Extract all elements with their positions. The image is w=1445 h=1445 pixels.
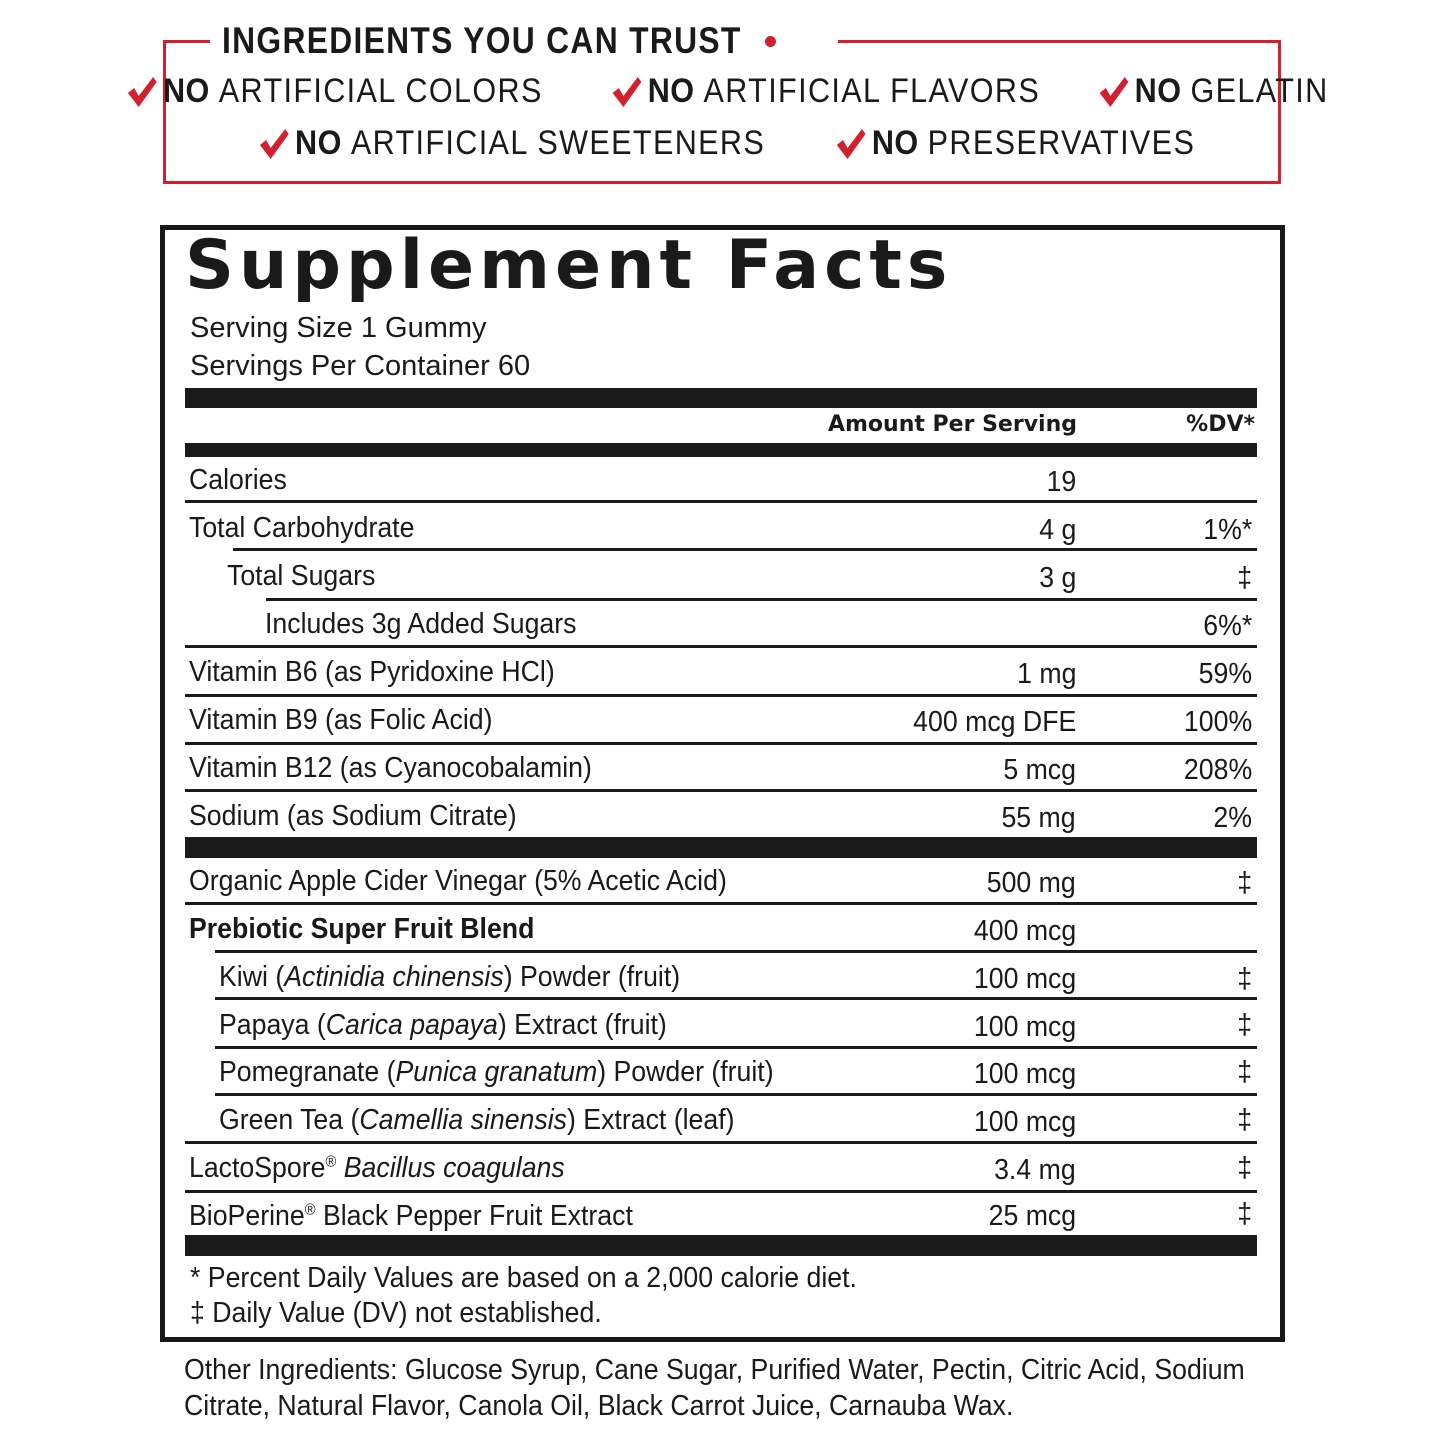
- row-label: [189, 1148, 565, 1188]
- row-divider: [266, 598, 1257, 601]
- row-divider: [185, 1190, 1257, 1193]
- label-text: LactoSpore: [189, 1152, 326, 1184]
- row-divider: [215, 950, 1257, 953]
- row-divider: [185, 645, 1257, 648]
- thick-divider: [185, 388, 1257, 408]
- row-amount: 500 mg: [987, 867, 1076, 899]
- row-label: Prebiotic Super Fruit Blend: [189, 913, 535, 945]
- row-amount: 100 mcg: [973, 1106, 1076, 1138]
- trust-dot-icon: [765, 36, 776, 47]
- row-amount: 3.4 mg: [994, 1154, 1076, 1186]
- claim-item: [257, 124, 765, 163]
- check-icon: [257, 126, 289, 162]
- claim-strong: NO: [1134, 72, 1182, 110]
- claim-item: [126, 72, 544, 111]
- label-botanical: Carica papaya: [325, 1009, 498, 1041]
- facts-title: Supplement Facts: [185, 226, 953, 305]
- trust-title: INGREDIENTS YOU CAN TRUST: [222, 20, 742, 61]
- row-amount: 4 g: [1038, 514, 1076, 546]
- check-icon: [1097, 74, 1129, 110]
- label-botanical: Actinidia chinensis: [284, 961, 504, 993]
- trust-title-wrap: [210, 18, 838, 64]
- thick-divider: [185, 443, 1257, 457]
- row-dv: ‡: [1237, 963, 1252, 995]
- row-amount: 400 mcg: [973, 915, 1076, 947]
- row-divider: [215, 1046, 1257, 1049]
- row-label: Includes 3g Added Sugars: [265, 608, 577, 640]
- claims-row-1: [163, 72, 1329, 111]
- claim-strong: NO: [871, 124, 919, 162]
- claim-strong: NO: [295, 124, 343, 162]
- row-label: Total Sugars: [227, 560, 376, 592]
- row-divider: [215, 1093, 1257, 1096]
- claim-text: ARTIFICIAL FLAVORS: [703, 72, 1041, 110]
- row-dv: 59%: [1198, 658, 1252, 690]
- row-label: Vitamin B6 (as Pyridoxine HCl): [189, 656, 555, 688]
- claim-item: [834, 124, 1195, 163]
- label-text: ) Powder (fruit): [503, 961, 681, 993]
- thick-divider: [185, 1235, 1257, 1256]
- row-label: [219, 1100, 735, 1140]
- row-dv: ‡: [1237, 1152, 1252, 1184]
- row-amount: 3 g: [1038, 562, 1076, 594]
- row-label: Vitamin B12 (as Cyanocobalamin): [189, 752, 592, 784]
- label-botanical: Camellia sinensis: [359, 1104, 568, 1136]
- row-amount: 100 mcg: [973, 1058, 1076, 1090]
- row-label: [219, 957, 680, 997]
- row-label: Calories: [189, 464, 287, 496]
- label-text: ) Extract (fruit): [497, 1009, 667, 1041]
- row-dv: 2%: [1213, 802, 1252, 834]
- claim-item: [610, 72, 1040, 111]
- row-amount: 19: [1046, 466, 1076, 498]
- claim-text: PRESERVATIVES: [927, 124, 1195, 162]
- check-icon: [834, 126, 866, 162]
- row-amount: 25 mcg: [988, 1200, 1076, 1232]
- row-divider: [185, 789, 1257, 792]
- claim-text: ARTIFICIAL SWEETENERS: [351, 124, 766, 162]
- registered-mark: ®: [325, 1153, 337, 1171]
- footnote-dv: * Percent Daily Values are based on a 2,000 calorie diet.: [190, 1262, 857, 1294]
- row-label: Total Carbohydrate: [189, 512, 415, 544]
- row-label: [219, 1005, 667, 1045]
- row-dv: ‡: [1237, 1198, 1252, 1230]
- claim-item: [1097, 72, 1329, 111]
- row-amount: 55 mg: [1001, 802, 1076, 834]
- row-divider: [185, 500, 1257, 503]
- row-divider: [185, 694, 1257, 697]
- row-label: Vitamin B9 (as Folic Acid): [189, 704, 493, 736]
- check-icon: [126, 74, 158, 110]
- row-dv: ‡: [1237, 1104, 1252, 1136]
- row-amount: 100 mcg: [973, 1011, 1076, 1043]
- row-label: Sodium (as Sodium Citrate): [189, 800, 517, 832]
- row-dv: ‡: [1237, 1009, 1252, 1041]
- serving-size: Serving Size 1 Gummy: [190, 312, 487, 344]
- row-divider: [233, 548, 1257, 551]
- row-amount: 1 mg: [1016, 658, 1076, 690]
- label-text: BioPerine: [189, 1200, 305, 1232]
- claim-text: ARTIFICIAL COLORS: [219, 72, 544, 110]
- row-amount: 5 mcg: [1003, 754, 1076, 786]
- label-text: ) Extract (leaf): [567, 1104, 735, 1136]
- label-text: Pomegranate (: [219, 1056, 396, 1088]
- other-ingredients: Other Ingredients: Glucose Syrup, Cane Sugar, Purified Water, Pectin, Citric Acid, Sodium Citrate, Natural Flavor, Canola Oil, Black Carrot Juice, Carnauba Wax.: [184, 1354, 1245, 1422]
- row-amount: 100 mcg: [973, 963, 1076, 995]
- label-botanical: Bacillus coagulans: [343, 1152, 565, 1184]
- row-dv: ‡: [1237, 1056, 1252, 1088]
- label-text: Papaya (: [219, 1009, 326, 1041]
- label-botanical: Punica granatum: [395, 1056, 598, 1088]
- claim-text: GELATIN: [1190, 72, 1329, 110]
- footnote-not-established: ‡ Daily Value (DV) not established.: [190, 1297, 602, 1329]
- label-text: Kiwi (: [219, 961, 285, 993]
- row-dv: ‡: [1237, 867, 1252, 899]
- check-icon: [610, 74, 642, 110]
- registered-mark: ®: [304, 1201, 316, 1219]
- header-dv: %DV*: [1186, 412, 1255, 437]
- row-divider: [185, 742, 1257, 745]
- row-label: [219, 1052, 774, 1092]
- row-dv: ‡: [1237, 562, 1252, 594]
- row-divider: [185, 1141, 1257, 1144]
- label-text: Green Tea (: [219, 1104, 360, 1136]
- header-amount: Amount Per Serving: [827, 412, 1077, 437]
- row-label: Organic Apple Cider Vinegar (5% Acetic Acid): [189, 865, 727, 897]
- claim-strong: NO: [647, 72, 695, 110]
- thick-divider: [185, 837, 1257, 858]
- row-divider: [185, 902, 1257, 905]
- row-divider: [215, 997, 1257, 1000]
- claim-strong: NO: [163, 72, 211, 110]
- claims-row-2: [163, 124, 1281, 163]
- row-dv: 6%*: [1203, 610, 1252, 642]
- row-label: [189, 1196, 633, 1236]
- row-amount: 400 mcg DFE: [912, 706, 1076, 738]
- row-dv: 208%: [1183, 754, 1252, 786]
- row-dv: 1%*: [1203, 514, 1252, 546]
- row-dv: 100%: [1183, 706, 1252, 738]
- label-text: ) Powder (fruit): [597, 1056, 774, 1088]
- label-text: Black Pepper Fruit Extract: [315, 1200, 633, 1232]
- servings-per-container: Servings Per Container 60: [190, 350, 531, 382]
